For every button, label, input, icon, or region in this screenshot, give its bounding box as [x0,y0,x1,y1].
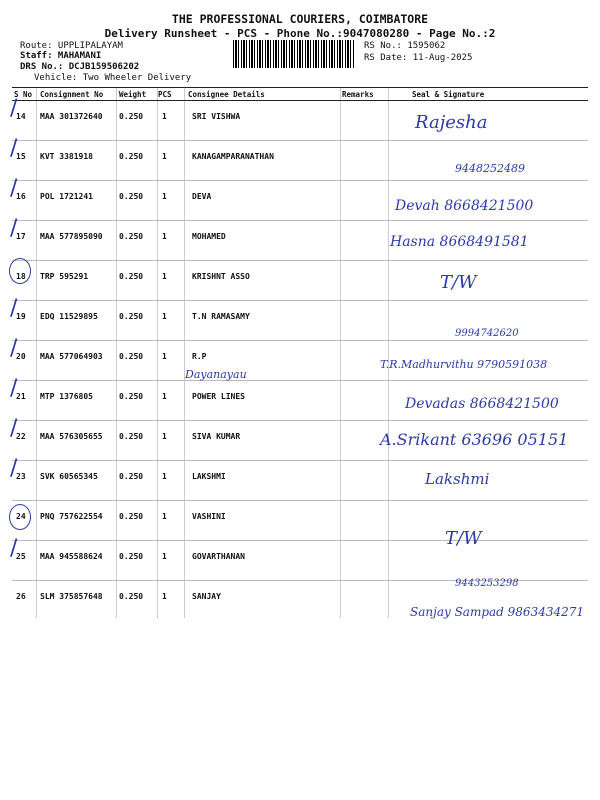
row-consignee: KANAGAMPARANATHAN [192,152,274,161]
row-consignee: VASHINI [192,512,226,521]
row-pcs: 1 [162,232,167,241]
col-signature: Seal & Signature [412,90,485,99]
row-sno: 24 [16,512,26,521]
row-pcs: 1 [162,472,167,481]
signature-19: 9994742620 [455,328,519,339]
tick-mark: / [10,456,18,481]
row-consignee: POWER LINES [192,392,245,401]
row-sno: 17 [16,232,26,241]
signature-23: Lakshmi [425,470,490,488]
row-pcs: 1 [162,432,167,441]
runsheet-subtitle: Delivery Runsheet - PCS - Phone No.:9047080280 - Page No.:2 [104,27,496,40]
row-pcs: 1 [162,352,167,361]
row-weight: 0.250 [119,512,144,521]
signature-26: Sanjay Sampad 9863434271 [410,605,585,619]
signature-14: Rajesha [415,112,488,133]
row-weight: 0.250 [119,312,144,321]
company-title: THE PROFESSIONAL COURIERS, COIMBATORE [171,12,429,26]
signature-15: 9448252489 [455,162,525,175]
row-consignee: SANJAY [192,592,221,601]
col-sno: S No [14,90,33,99]
rs-date: RS Date: 11-Aug-2025 [364,53,473,63]
row-consignee: MOHAMED [192,232,226,241]
vehicle-label: Vehicle: Two Wheeler Delivery [34,73,192,83]
staff-label: Staff: MAHAMANI [20,51,102,61]
row-weight: 0.250 [119,472,144,481]
row-sno: 26 [16,592,26,601]
row-consignment: MAA 577895090 [40,232,103,241]
row-weight: 0.250 [119,272,144,281]
tick-mark: / [10,536,18,561]
signature-25: 9443253298 [455,578,519,589]
row-sno: 18 [16,272,26,281]
tick-mark: / [10,216,18,241]
row-weight: 0.250 [119,352,144,361]
row-weight: 0.250 [119,112,144,121]
row-weight: 0.250 [119,152,144,161]
tick-mark: / [10,176,18,201]
table-row [12,540,588,581]
row-sno: 19 [16,312,26,321]
tick-mark: / [10,336,18,361]
table-row [12,500,588,541]
signature-21: Devadas 8668421500 [405,396,559,412]
row-consignment: SLM 375857648 [40,592,103,601]
row-weight: 0.250 [119,232,144,241]
row-weight: 0.250 [119,432,144,441]
row-sno: 22 [16,432,26,441]
row-consignment: MAA 576305655 [40,432,103,441]
row-pcs: 1 [162,312,167,321]
col-pcs: PCS [158,90,172,99]
circle-mark [9,504,31,530]
signature-20: T.R.Madhurvithu 9790591038 [380,358,548,371]
row-consignee: T.N RAMASAMY [192,312,250,321]
signature-18: T/W [440,272,477,293]
table-row [12,460,588,501]
signature-22: A.Srikant 63696 05151 [380,430,569,449]
row-sno: 21 [16,392,26,401]
col-consignment: Consignment No [40,90,104,99]
row-consignment: MTP 1376805 [40,392,93,401]
row-consignment: MAA 945588624 [40,552,103,561]
row-consignee: KRISHNT ASSO [192,272,250,281]
row-sno: 25 [16,552,26,561]
row-pcs: 1 [162,192,167,201]
col-weight: Weight [119,90,147,99]
row-consignee: LAKSHMI [192,472,226,481]
signature-17: Hasna 8668491581 [390,234,529,250]
tick-mark: / [10,416,18,441]
table-row [12,260,588,301]
row-pcs: 1 [162,112,167,121]
row-consignment: PNQ 757622554 [40,512,103,521]
row-consignment: MAA 577064903 [40,352,103,361]
note-20: Dayanayau [185,368,247,381]
row-weight: 0.250 [119,552,144,561]
row-consignment: EDQ 11529895 [40,312,98,321]
signature-16: Devah 8668421500 [395,198,534,214]
route-label: Route: UPPLIPALAYAM [20,41,123,51]
circle-mark [9,258,31,284]
row-weight: 0.250 [119,392,144,401]
row-sno: 15 [16,152,26,161]
tick-mark: / [10,136,18,161]
row-consignment: POL 1721241 [40,192,93,201]
row-sno: 16 [16,192,26,201]
row-consignee: SIVA KUMAR [192,432,241,441]
drs-label: DRS No.: DCJB159506202 [20,62,140,72]
row-consignee: R.P [192,352,207,361]
row-sno: 20 [16,352,26,361]
col-remarks: Remarks [342,90,374,99]
row-sno: 14 [16,112,26,121]
row-consignment: TRP 595291 [40,272,89,281]
row-pcs: 1 [162,152,167,161]
row-consignment: KVT 3381918 [40,152,93,161]
row-consignee: GOVARTHANAN [192,552,245,561]
row-consignee: DEVA [192,192,212,201]
signature-24: T/W [445,528,482,549]
row-weight: 0.250 [119,192,144,201]
table-row [12,100,588,141]
rs-number: RS No.: 1595062 [364,41,446,51]
row-consignment: MAA 301372640 [40,112,103,121]
row-pcs: 1 [162,272,167,281]
row-pcs: 1 [162,392,167,401]
row-weight: 0.250 [119,592,144,601]
barcode [233,40,355,68]
row-consignment: SVK 60565345 [40,472,98,481]
row-consignee: SRI VISHWA [192,112,241,121]
tick-mark: / [10,296,18,321]
row-pcs: 1 [162,512,167,521]
col-consignee: Consignee Details [188,90,265,99]
row-pcs: 1 [162,552,167,561]
row-pcs: 1 [162,592,167,601]
tick-mark: / [10,96,18,121]
row-sno: 23 [16,472,26,481]
tick-mark: / [10,376,18,401]
